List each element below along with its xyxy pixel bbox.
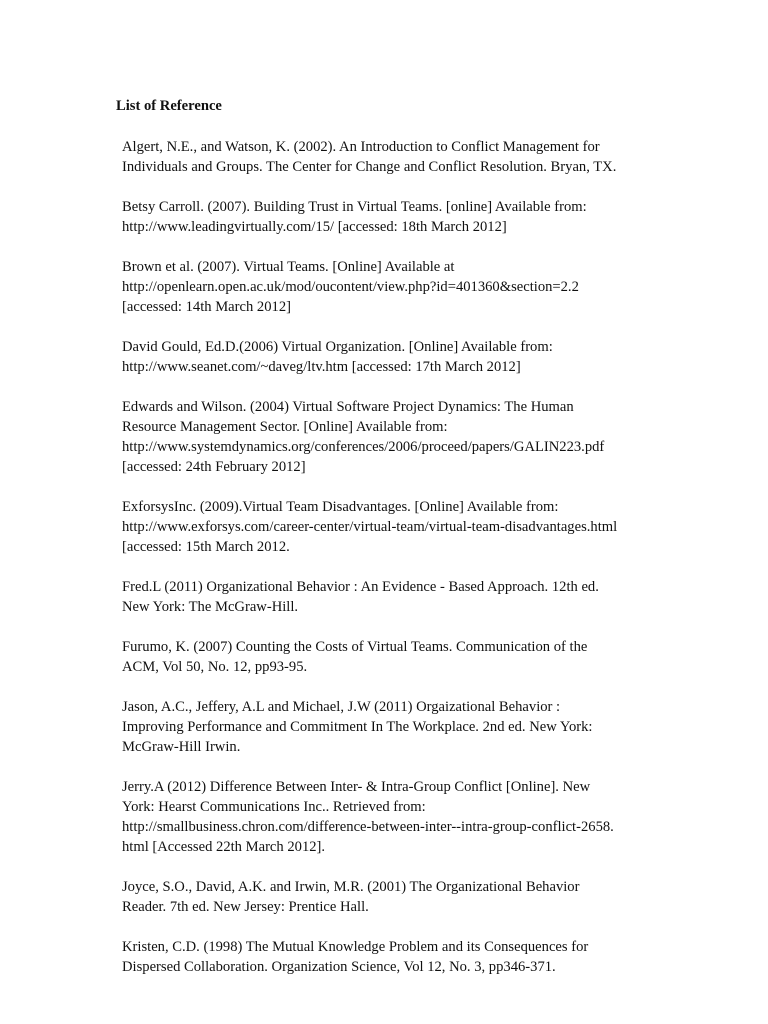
reference-entry — [122, 937, 682, 977]
reference-entry — [122, 877, 682, 917]
reference-entry — [122, 497, 682, 557]
reference-entry — [122, 197, 682, 237]
reference-line: Joyce, S.O., David, A.K. and Irwin, M.R. (2001) The Organizational Behavior — [122, 879, 580, 895]
reference-line: [accessed: 24th February 2012] — [122, 459, 306, 475]
reference-heading: List of Reference — [116, 98, 222, 114]
reference-line: David Gould, Ed.D.(2006) Virtual Organization. [Online] Available from: — [122, 339, 553, 355]
reference-line: http://www.systemdynamics.org/conferences/2006/proceed/papers/GALIN223.pdf — [122, 439, 605, 455]
reference-line: [accessed: 15th March 2012. — [122, 539, 290, 555]
reference-entry — [122, 577, 682, 617]
reference-line: Brown et al. (2007). Virtual Teams. [Online] Available at — [122, 259, 455, 275]
reference-line: New York: The McGraw-Hill. — [122, 599, 299, 615]
reference-line: Fred.L (2011) Organizational Behavior : An Evidence - Based Approach. 12th ed. — [122, 579, 599, 595]
reference-entry — [122, 637, 682, 677]
reference-line: Betsy Carroll. (2007). Building Trust in Virtual Teams. [online] Available from: — [122, 199, 587, 215]
reference-line: Jason, A.C., Jeffery, A.L and Michael, J.W (2011) Orgaizational Behavior : — [122, 699, 561, 715]
reference-line: McGraw-Hill Irwin. — [122, 739, 241, 755]
reference-line: html [Accessed 22th March 2012]. — [122, 839, 326, 855]
reference-line: Resource Management Sector. [Online] Available from: — [122, 419, 448, 435]
reference-entry — [122, 137, 682, 177]
reference-entry — [122, 257, 682, 317]
reference-line: ACM, Vol 50, No. 12, pp93-95. — [122, 659, 308, 675]
reference-line: ExforsysInc. (2009).Virtual Team Disadvantages. [Online] Available from: — [122, 499, 559, 515]
reference-line: http://www.leadingvirtually.com/15/ [accessed: 18th March 2012] — [122, 219, 507, 235]
reference-line: Dispersed Collaboration. Organization Science, Vol 12, No. 3, pp346-371. — [122, 959, 556, 975]
reference-line: http://smallbusiness.chron.com/difference-between-inter--intra-group-conflict-2658. — [122, 819, 614, 835]
reference-line: Edwards and Wilson. (2004) Virtual Software Project Dynamics: The Human — [122, 399, 574, 415]
reference-entry — [122, 337, 682, 377]
reference-line: http://www.exforsys.com/career-center/virtual-team/virtual-team-disadvantages.html — [122, 519, 618, 535]
reference-entry — [122, 697, 682, 757]
reference-line: [accessed: 14th March 2012] — [122, 299, 291, 315]
reference-list — [122, 137, 682, 997]
reference-line: Furumo, K. (2007) Counting the Costs of Virtual Teams. Communication of the — [122, 639, 588, 655]
reference-line: York: Hearst Communications Inc.. Retrieved from: — [122, 799, 426, 815]
reference-entry — [122, 397, 682, 477]
reference-line: http://www.seanet.com/~daveg/ltv.htm [accessed: 17th March 2012] — [122, 359, 521, 375]
reference-line: Kristen, C.D. (1998) The Mutual Knowledge Problem and its Consequences for — [122, 939, 589, 955]
reference-line: Algert, N.E., and Watson, K. (2002). An Introduction to Conflict Management for — [122, 139, 600, 155]
reference-line: Reader. 7th ed. New Jersey: Prentice Hall. — [122, 899, 369, 915]
reference-line: Jerry.A (2012) Difference Between Inter- & Intra-Group Conflict [Online]. New — [122, 779, 591, 795]
reference-line: http://openlearn.open.ac.uk/mod/oucontent/view.php?id=401360&section=2.2 — [122, 279, 579, 295]
reference-entry — [122, 777, 682, 857]
reference-line: Individuals and Groups. The Center for Change and Conflict Resolution. Bryan, TX. — [122, 159, 617, 175]
reference-line: Improving Performance and Commitment In The Workplace. 2nd ed. New York: — [122, 719, 593, 735]
